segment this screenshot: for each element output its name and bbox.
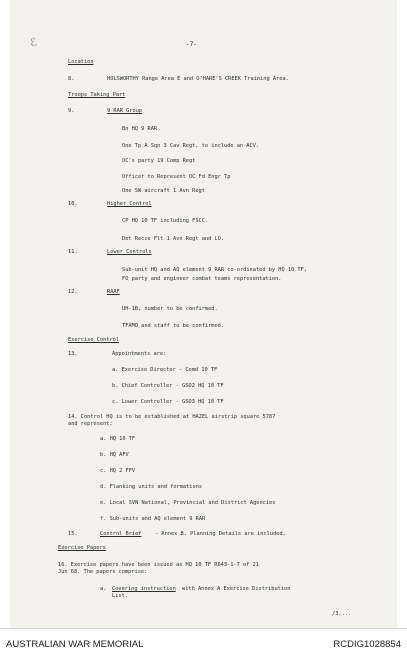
list-item: Officer to Represent OC Fd Engr Tp [122, 174, 231, 180]
para-number: 12. [68, 289, 78, 295]
list-item: b. Chief Controller - GSO2 HQ 10 TF [112, 383, 224, 389]
list-item: e. Local SVN National, Provincial and District Agencies [100, 500, 276, 506]
list-item: b. HQ AFV [100, 452, 129, 458]
list-item: a. Exercise Director - Comd 10 TF [112, 367, 218, 373]
list-item: Det Recce Flt 1 Avn Regt and LO. [122, 236, 225, 242]
subheading: Covering instruction [112, 586, 176, 592]
para-text: Jun 68. The papers comprise: [58, 569, 148, 575]
list-item: Bn HQ 9 RAR [122, 126, 158, 132]
para-text: - Annex B. Planning Details are included. [155, 531, 286, 537]
subheading: RAAF [107, 289, 120, 295]
footer-record-id: RCDIG1028854 [333, 639, 401, 650]
list-item: c. HQ 2 FFV [100, 468, 136, 474]
para-number: 9. [68, 108, 75, 114]
location-heading: Location [68, 59, 94, 65]
para-text: 14. Control HQ is to be established at HAZEL airstrip square 5787 [68, 414, 276, 420]
list-item: FO party and engineer combat teams representation. [122, 276, 282, 282]
document-page [10, 0, 397, 628]
exercise-control-heading: Exercise Control [68, 337, 120, 343]
para-text: 16. Exercise papers have been issued as HQ 10 TF R643-1-7 of 21 [58, 562, 259, 568]
subheading: Control Brief [100, 531, 142, 537]
archive-footer [0, 628, 407, 655]
para-number: 11. [68, 249, 78, 255]
list-item: a. HQ 10 TF [100, 436, 136, 442]
stamp-mark: ℰ [28, 35, 39, 50]
para-number: 13. [68, 351, 78, 357]
continuation-mark: /3.... [332, 611, 352, 617]
list-item: Sub-unit HQ and AQ element 9 RAR co-ordinated by HQ 10 TF, [122, 267, 307, 273]
list-item: with Annex A Exercise Distribution [182, 586, 291, 592]
page-number: -7- [186, 41, 197, 48]
para-text: Appointments are: [112, 351, 167, 357]
list-item: OC's party 19 Comp Regt [122, 158, 196, 164]
list-item: d. Flanking units and formations [100, 484, 203, 490]
subheading: 9 RAR Group [107, 108, 143, 114]
para-text: and represent: [68, 421, 113, 427]
list-item: CP HQ 10 TF including FSCC. [122, 218, 209, 224]
footer-institution: AUSTRALIAN WAR MEMORIAL [6, 639, 144, 650]
list-item: c. Lower Controller - GSO3 HQ 10 TF [112, 399, 224, 405]
para-number: 8. [68, 76, 75, 82]
subheading: Lower Controls [107, 249, 152, 255]
para-number: 15. [68, 531, 78, 537]
para-text: HOLSWORTHY Range Area E and O'HARE'S CREEK Training Area. [107, 76, 289, 82]
list-item: One SW aircraft 1 Avn Regt [122, 188, 205, 194]
list-item: UH-1B, number to be confirmed. [122, 306, 218, 312]
list-item-number: a. [100, 586, 107, 592]
list-item: List. [112, 593, 128, 599]
papers-heading: Exercise Papers [58, 545, 106, 551]
list-item: TFAMO and staff to be confirmed. [122, 323, 225, 329]
subheading: Higher Control [107, 201, 152, 207]
troops-heading: Troops Taking Part [68, 92, 126, 98]
list-item: One Tp A Sqn 3 Cav Regt, to include an ACV. [122, 143, 260, 149]
list-item: f. Sub-units and AQ element 9 RAR [100, 516, 206, 522]
para-number: 10. [68, 201, 78, 207]
